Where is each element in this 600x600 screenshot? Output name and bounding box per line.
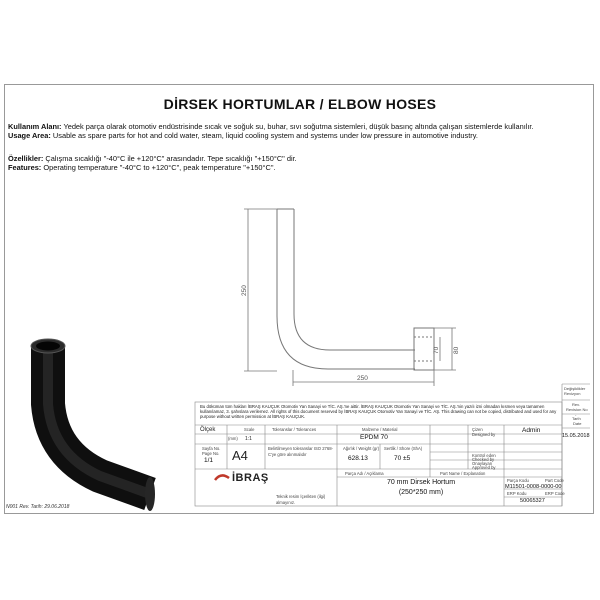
revision-dash: -: [575, 412, 577, 417]
tolerances-label: Toleranslar / Tolerances: [272, 427, 317, 432]
revision-label-2: Rev.: [572, 402, 580, 407]
dim-horizontal: 250: [357, 375, 368, 382]
hardness-value: 70 ±5: [394, 455, 411, 462]
material-value: EPDM 70: [360, 434, 388, 441]
part-label-en: Part Name / Explanation: [440, 471, 486, 476]
ibras-logo: [215, 475, 229, 480]
usage-en-text: Usable as spare parts for hot and cold water, steam, liquid cooling system and systems under low pressure in automotive industry.: [52, 131, 478, 140]
weight-value: 628.13: [348, 455, 368, 462]
drawing-date: 15.05.2018: [562, 433, 590, 439]
part-name: 70 mm Dirsek Hortum: [386, 479, 456, 486]
drawing-sheet: [0, 84, 600, 519]
erp-label: ERP Kodu: [507, 491, 527, 496]
revision-label-3: Revision No: [566, 407, 588, 412]
approve-label-en: Approved by: [472, 465, 496, 470]
code-label: Parça Kodu: [507, 478, 529, 483]
hose-3d-image: [31, 339, 155, 511]
unit-label: (mm): [228, 436, 238, 441]
drawn-label: Çizen: [472, 427, 483, 432]
tolerance-note: Belirtilmeyen toleranslar ISO 2768-C'ye göre alınmalıdır: [268, 446, 333, 457]
tech-note: Teknik resim İçerikten (ilgi) almayınız.: [276, 494, 326, 505]
drawn-by: Admin: [522, 427, 541, 434]
drawn-label-en: Designed by: [472, 432, 496, 437]
code-label-en: Part Code: [545, 478, 564, 483]
copyright-notice: Bu döküman tüm hakları İBRAŞ KAUÇUK Otomotiv Yan Sanayi ve TİC. AŞ.'ne aittir. İBRAŞ KAUÇUK Otomotiv Yan Sanayi ve TİC. AŞ.'nin yazılı izni olmadan kısmen veya tamamen kullanılamaz, 3. şahıslara verilemez. All rights of this document reserved by İBRAŞ KAUÇUK Otomotiv Yan Sanayi ve TİC. AŞ. This drawing can not be copied, distributed and used for any purpose without written permission at İBRAŞ KAUÇUK.: [200, 404, 557, 420]
revision-label-5: Date: [573, 421, 582, 426]
scale-value: 1:1: [245, 436, 252, 442]
sheet-label-tr: Sayfa No.: [202, 446, 221, 451]
usage-tr-text: Yedek parça olarak otomotiv endüstrisinde sıcak ve soğuk su, buhar, sıvı soğutma sistemleri, düşük basınç altında çalışan sistemlerde kullanılır.: [63, 122, 534, 131]
erp-code: 50065327: [520, 498, 545, 504]
usage-tr-label: Kullanım Alanı:: [8, 122, 62, 131]
part-size: (250*250 mm): [398, 489, 444, 496]
paper-size: A4: [232, 448, 248, 463]
document-title: DİRSEK HORTUMLAR / ELBOW HOSES: [163, 96, 437, 112]
part-code: M11501-0008-0000-00: [505, 484, 562, 490]
sheet-label-en: Page No.: [202, 451, 220, 456]
scale-header: Scale: [244, 427, 255, 432]
dim-vertical: 250: [241, 285, 248, 296]
check-label-en: Checked by: [472, 457, 495, 462]
weight-label: Ağırlık / Weight (gr): [343, 446, 379, 451]
material-label: Malzeme / Material: [362, 427, 398, 432]
check-label: Kontrol eden: [472, 453, 496, 458]
features-en-text: Operating temperature "-40°C to +120°C", peak temperature "+150°C".: [43, 163, 276, 172]
brand-name: İBRAŞ: [232, 472, 269, 484]
hardness-label: Sertlik / Shore (ShA): [384, 446, 423, 451]
features-tr-label: Özellikler:: [8, 154, 44, 163]
hose-outline: [277, 209, 434, 370]
usage-en-label: Usage Area:: [8, 131, 51, 140]
features-en-label: Features:: [8, 163, 42, 172]
part-label: Parça Adı / Açıklama: [345, 471, 384, 476]
footer-stamp: N001 Rev. Tarih: 29.06.2018: [6, 504, 70, 510]
approve-label: Onaylayan: [472, 461, 493, 466]
dim-outer: 80: [453, 346, 460, 354]
revision-label-4: Tarih: [572, 416, 581, 421]
sheet-value: 1/1: [204, 457, 214, 464]
features-tr-text: Çalışma sıcaklığı "-40°C ile +120°C" arasındadır. Tepe sıcaklığı "+150°C" dir.: [45, 154, 297, 163]
revision-label-1: Revizyon: [564, 391, 581, 396]
dim-inner: 70: [433, 346, 440, 354]
erp-label-en: ERP Code: [545, 491, 565, 496]
revision-label-0: Değişiklikler: [564, 386, 586, 391]
scale-label: Ölçek: [200, 427, 216, 433]
dimension-lines: [244, 209, 456, 386]
